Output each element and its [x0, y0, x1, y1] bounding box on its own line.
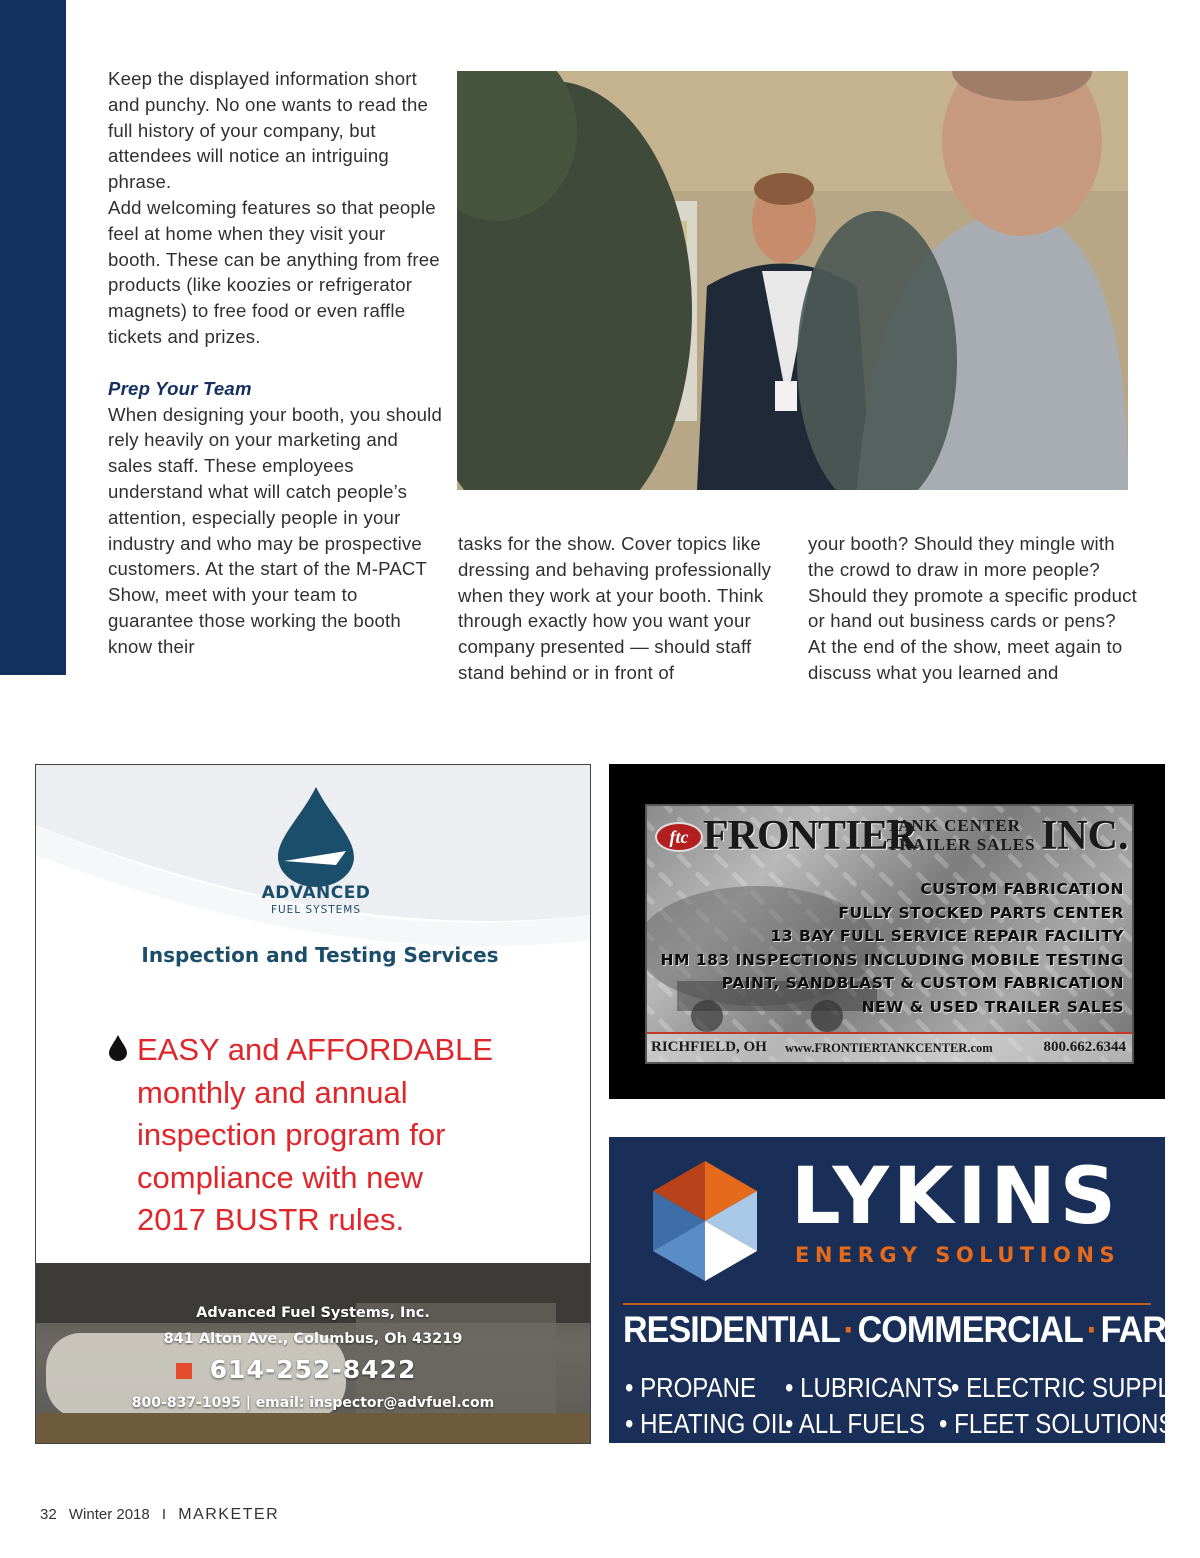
water-drop-logo-icon [276, 787, 356, 887]
lykins-tagline: ENERGY SOLUTIONS [795, 1243, 1121, 1267]
ad-offer-line: 2017 BUSTR rules. [137, 1202, 405, 1237]
section-label [15, 400, 55, 660]
ftc-badge-icon: ftc [655, 822, 703, 852]
ad-offer-line: inspection program for [137, 1117, 446, 1152]
ad-service-item: NEW & USED TRAILER SALES [861, 997, 1124, 1016]
lykins-product: • ELECTRIC SUPPLY [951, 1372, 1186, 1403]
magazine-name: MARKETER [178, 1506, 280, 1523]
ad-lykins [609, 1137, 1194, 1443]
ad-footer-tanks-illustration [36, 1263, 590, 1443]
lykins-segment: FARM [1100, 1309, 1194, 1350]
ad-company-name: Advanced Fuel Systems, Inc. [196, 1305, 430, 1321]
ad-service-item: FULLY STOCKED PARTS CENTER [838, 903, 1124, 922]
ad-contact: 800-837-1095 | email: inspector@advfuel.com [131, 1395, 495, 1411]
issue-date: Winter 2018 [68, 1506, 150, 1523]
ad-service-item: PAINT, SANDBLAST & CUSTOM FABRICATION [721, 974, 1124, 993]
ad-offer-text [137, 1029, 557, 1242]
ad-frontier-inc: INC. [1041, 813, 1129, 859]
ad-offer-line: EASY and AFFORDABLE [137, 1032, 494, 1067]
ad-frontier-tank [609, 764, 1165, 1099]
section-label-year: 2018 [15, 421, 53, 499]
lykins-segment: RESIDENTIAL [623, 1309, 840, 1350]
ad-advanced-fuel [35, 764, 591, 1444]
ad-phone: 800.662.6344 [1043, 1039, 1126, 1055]
event-photo [457, 71, 1128, 490]
ad-offer-line: compliance with new [137, 1159, 424, 1195]
article-paragraph: When designing your booth, you should rely heavily on your marketing and sales staff. These employees understand what will catch people’s attention, especially people in your industry and who may be prospective customers. At the start of the M-PACT Show, meet with your team to guarantee those working the booth know their [108, 403, 443, 657]
article-column-2 [458, 531, 778, 686]
ad-address: 841 Alton Ave., Columbus, Oh 43219 [163, 1331, 463, 1347]
ad-offer-line: monthly and annual [137, 1074, 408, 1110]
ad-diamond-plate [645, 804, 1134, 1064]
article-paragraph: Add welcoming features so that people feel at home when they visit your booth. These can be anything from free products (like koozies or refrigerator magnets) to free food or even raffle tickets and prizes. [108, 196, 440, 347]
lykins-hexagon-logo-icon [653, 1161, 757, 1281]
ad-service-item: CUSTOM FABRICATION [920, 880, 1124, 898]
lykins-brand-name: LYKINS [791, 1152, 1120, 1242]
lykins-product: • FLEET SOLUTIONS [939, 1408, 1175, 1439]
ad-brand-subtitle: FUEL SYSTEMS [270, 904, 362, 916]
article-subhead: Prep Your Team [108, 377, 252, 399]
ad-frontier-subtitle: TANK CENTER [887, 816, 1021, 835]
ad-website: www.FRONTIERTANKCENTER.com [785, 1041, 993, 1055]
footer-separator: I [161, 1506, 167, 1523]
segment-dot-icon: · [843, 1309, 854, 1350]
ad-contact-bar [647, 1032, 1132, 1064]
ad-service-item: 13 BAY FULL SERVICE REPAIR FACILITY [770, 927, 1124, 946]
event-photo-illustration [457, 71, 1128, 490]
lykins-product: • PROPANE [625, 1372, 757, 1403]
section-label-light: M-PACT [15, 508, 53, 639]
article-column-1 [108, 66, 443, 660]
lykins-product: • HEATING OIL [625, 1408, 791, 1439]
article-paragraph: your booth? Should they mingle with the crowd to draw in more people? Should they promote a specific product or hand out business cards or pens? At the end of the show, meet again to discuss what you learned and [808, 533, 1138, 683]
ad-services-list [661, 878, 1124, 1020]
ad-brand-name: ADVANCED [261, 883, 371, 903]
ad-service-item: HM 183 INSPECTIONS INCLUDING MOBILE TESTING [660, 950, 1124, 969]
article-column-3 [808, 531, 1138, 686]
ad-service-title: Inspection and Testing Services [141, 943, 499, 967]
article-paragraph: tasks for the show. Cover topics like dressing and behaving professionally when they work at your booth. Think through exactly how you want your company presented — should staff stand behind or in front of [458, 533, 772, 683]
lykins-segment: COMMERCIAL [857, 1309, 1083, 1350]
lykins-product: • LUBRICANTS [785, 1372, 953, 1403]
lykins-divider [623, 1303, 1151, 1305]
ad-frontier-subtitle: TRAILER SALES [887, 835, 1036, 854]
ad-frontier-name: FRONTIER [703, 813, 917, 859]
ad-phone: 614-252-8422 [209, 1355, 417, 1384]
ad-footer-photo [36, 1263, 590, 1443]
page-number: 32 [40, 1506, 57, 1523]
bullet-drop-icon [108, 1035, 128, 1061]
ad-city: RICHFIELD, OH [651, 1039, 767, 1055]
article-paragraph: Keep the displayed information short and punchy. No one wants to read the full history of your company, but attendees will notice an intriguing phrase. [108, 68, 429, 193]
lykins-segments [623, 1309, 1194, 1351]
lykins-product: • ALL FUELS [785, 1408, 926, 1439]
page-footer [40, 1506, 287, 1524]
segment-dot-icon: · [1086, 1309, 1098, 1350]
